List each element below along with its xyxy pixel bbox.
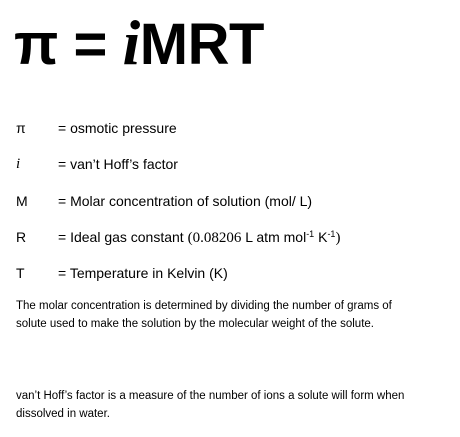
definition-text: = van’t Hoff’s factor <box>58 156 178 172</box>
gas-constant-units: L atm mol <box>241 229 307 245</box>
equation-left: π = <box>14 12 123 77</box>
definition-text: = Temperature in Kelvin (K) <box>58 265 228 281</box>
kelvin-unit: K <box>314 229 328 245</box>
definition-symbol: i <box>16 156 21 172</box>
gas-constant-open-paren: ( <box>187 230 193 246</box>
molar-concentration-paragraph: The molar concentration is determined by dividing the number of grams of solute used to make the solution by the molecular weight of the solute. <box>16 300 392 330</box>
gas-constant-value: 0.08206 <box>192 230 242 246</box>
vant-hoff-paragraph: van’t Hoff’s factor is a measure of the number of ions a solute will form when dissolved in water. <box>16 390 405 420</box>
kelvin-exponent: -1 <box>327 229 336 239</box>
definition-symbol: π <box>16 120 26 136</box>
osmotic-pressure-equation <box>14 6 264 82</box>
definition-symbol: T <box>16 265 25 281</box>
definition-text: = osmotic pressure <box>58 120 177 136</box>
definition-symbol: R <box>16 229 27 245</box>
definition-text-gas-constant <box>58 228 340 247</box>
mol-exponent: -1 <box>306 229 315 239</box>
gas-constant-close-paren: ) <box>335 230 341 246</box>
gas-constant-label: = Ideal gas constant <box>58 229 188 245</box>
equation-italic-i: i <box>122 7 140 78</box>
equation-right: MRT <box>139 12 264 77</box>
definition-text: = Molar concentration of solution (mol/ L) <box>58 193 313 209</box>
definition-symbol: M <box>16 193 28 209</box>
